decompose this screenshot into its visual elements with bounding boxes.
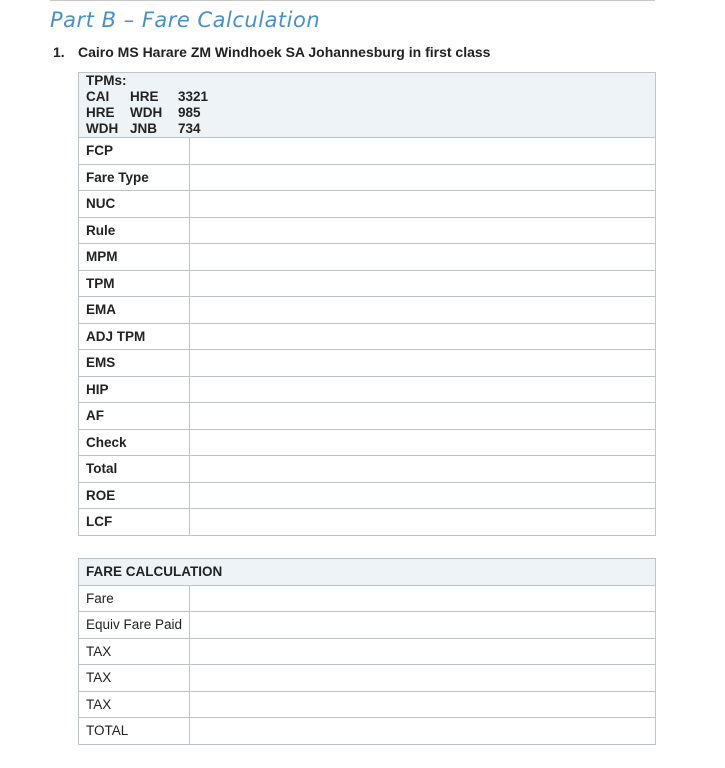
table-row	[79, 509, 656, 536]
table-row	[79, 270, 656, 297]
row-label-ems: EMS	[79, 350, 190, 377]
answer-cell-tax[interactable]	[190, 691, 656, 718]
top-divider	[50, 0, 655, 1]
answer-cell-rule[interactable]	[190, 217, 656, 244]
answer-cell-tax[interactable]	[190, 665, 656, 692]
answer-cell-af[interactable]	[190, 403, 656, 430]
question-text: Cairo MS Harare ZM Windhoek SA Johannesburg in first class	[78, 44, 491, 60]
answer-cell-lcf[interactable]	[190, 509, 656, 536]
table-row	[79, 164, 656, 191]
row-label-tax: TAX	[79, 665, 190, 692]
table-row	[79, 612, 656, 639]
answer-cell-hip[interactable]	[190, 376, 656, 403]
answer-cell-tax[interactable]	[190, 638, 656, 665]
row-label-adj-tpm: ADJ TPM	[79, 323, 190, 350]
answer-cell-ems[interactable]	[190, 350, 656, 377]
fare-component-table	[78, 72, 656, 536]
table-row	[79, 456, 656, 483]
table-row	[79, 691, 656, 718]
table-row	[79, 191, 656, 218]
table-row	[79, 429, 656, 456]
table-row	[79, 585, 656, 612]
answer-cell-fare-type[interactable]	[190, 164, 656, 191]
answer-cell-total[interactable]	[190, 718, 656, 745]
row-label-roe: ROE	[79, 482, 190, 509]
table-row	[79, 297, 656, 324]
answer-cell-nuc[interactable]	[190, 191, 656, 218]
row-label-nuc: NUC	[79, 191, 190, 218]
row-label-mpm: MPM	[79, 244, 190, 271]
tpm-to: HRE	[130, 89, 159, 104]
tpm-miles: 734	[178, 121, 201, 136]
row-label-fare: Fare	[79, 585, 190, 612]
answer-cell-roe[interactable]	[190, 482, 656, 509]
table-row	[79, 376, 656, 403]
table-row	[79, 244, 656, 271]
row-label-rule: Rule	[79, 217, 190, 244]
answer-cell-ema[interactable]	[190, 297, 656, 324]
tpm-from: WDH	[86, 121, 119, 136]
answer-cell-mpm[interactable]	[190, 244, 656, 271]
table-row	[79, 403, 656, 430]
row-label-tpm: TPM	[79, 270, 190, 297]
row-label-total: Total	[79, 456, 190, 483]
table-row	[79, 665, 656, 692]
table-row	[79, 718, 656, 745]
row-label-hip: HIP	[79, 376, 190, 403]
answer-cell-fare[interactable]	[190, 585, 656, 612]
tpm-to: JNB	[130, 121, 158, 136]
tpm-from: HRE	[86, 105, 115, 120]
row-label-total: TOTAL	[79, 718, 190, 745]
fare-calculation-table	[78, 558, 656, 745]
tpm-to: WDH	[130, 105, 163, 120]
answer-cell-fcp[interactable]	[190, 138, 656, 165]
question	[53, 44, 490, 60]
row-label-lcf: LCF	[79, 509, 190, 536]
row-label-fcp: FCP	[79, 138, 190, 165]
answer-cell-total[interactable]	[190, 456, 656, 483]
table-row	[79, 350, 656, 377]
row-label-equiv-fare-paid: Equiv Fare Paid	[79, 612, 190, 639]
row-label-tax: TAX	[79, 638, 190, 665]
section-title: Part B – Fare Calculation	[50, 8, 321, 32]
tpm-from: CAI	[86, 89, 110, 104]
table-row	[79, 638, 656, 665]
question-number: 1.	[53, 44, 65, 60]
table-row	[79, 323, 656, 350]
tpm-miles: 985	[178, 105, 201, 120]
table-row	[79, 217, 656, 244]
tpm-box	[79, 73, 656, 138]
answer-cell-check[interactable]	[190, 429, 656, 456]
table-row	[79, 138, 656, 165]
answer-cell-adj-tpm[interactable]	[190, 323, 656, 350]
tpm-miles: 3321	[178, 89, 209, 104]
row-label-ema: EMA	[79, 297, 190, 324]
row-label-check: Check	[79, 429, 190, 456]
answer-cell-tpm[interactable]	[190, 270, 656, 297]
tpm-title: TPMs:	[86, 73, 127, 88]
tpm-line	[86, 105, 648, 121]
tpm-line	[86, 89, 648, 105]
fare-calculation-header: FARE CALCULATION	[79, 559, 656, 586]
row-label-af: AF	[79, 403, 190, 430]
tpm-line	[86, 121, 648, 137]
table-row	[79, 482, 656, 509]
row-label-tax: TAX	[79, 691, 190, 718]
row-label-fare-type: Fare Type	[79, 164, 190, 191]
answer-cell-equiv-fare-paid[interactable]	[190, 612, 656, 639]
